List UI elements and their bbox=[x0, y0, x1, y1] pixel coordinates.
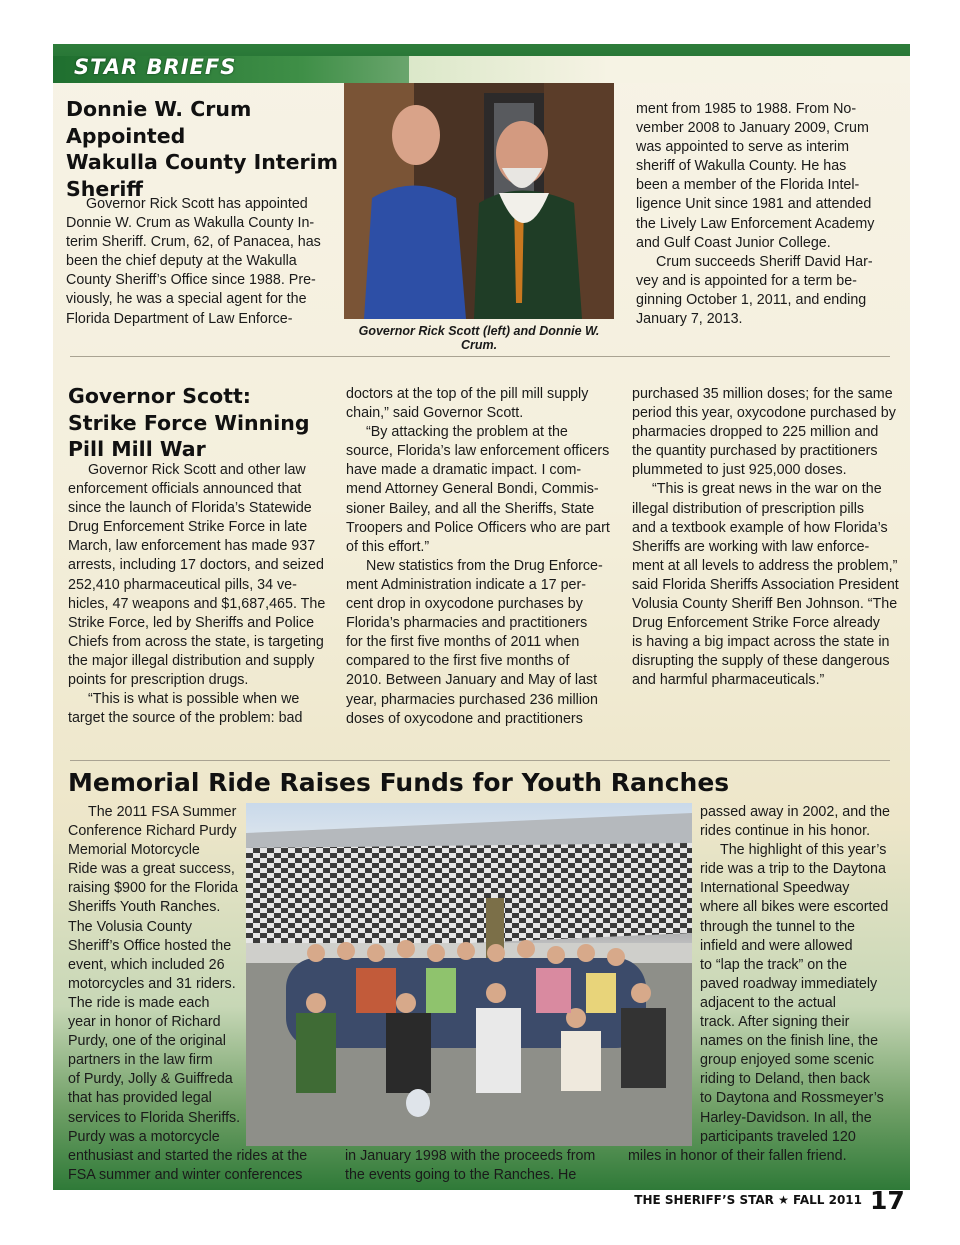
text-line: Troopers and Police Officers who are part bbox=[346, 519, 610, 536]
text-line: enforcement officials announced that bbox=[68, 481, 302, 498]
text-line: have made a dramatic impact. I com- bbox=[346, 462, 582, 479]
text-line: sheriff of Wakulla County. He has bbox=[636, 158, 847, 175]
text-line: cent drop in oxycodone purchases by bbox=[346, 596, 583, 613]
text-line: was appointed to serve as interim bbox=[636, 139, 849, 156]
text-line: Donnie W. Crum as Wakulla County In- bbox=[66, 215, 315, 232]
text-line: services to Florida Sheriffs. bbox=[68, 1109, 241, 1126]
text-line: New statistics from the Drug Enforce- bbox=[366, 557, 603, 574]
text-line: ligence Unit since 1981 and attended bbox=[636, 196, 872, 213]
article3-bottom-column3 bbox=[628, 1147, 898, 1166]
photo-daytona-riders-illustration bbox=[246, 803, 692, 1146]
article3-bottom-column2 bbox=[345, 1147, 625, 1185]
text-line: County Sheriff’s Office since 1988. Pre- bbox=[66, 272, 316, 289]
text-line: FSA summer and winter conferences bbox=[68, 1167, 303, 1184]
text-line: the quantity purchased by practitioners bbox=[632, 443, 878, 460]
article1-title-line: Donnie W. Crum Appointed bbox=[66, 97, 252, 148]
text-line: International Speedway bbox=[700, 880, 850, 897]
text-line: names on the finish line, the bbox=[700, 1033, 879, 1050]
text-line: Harley-Davidson. In all, the bbox=[700, 1109, 872, 1126]
text-line: track. After signing their bbox=[700, 1014, 850, 1031]
text-line: Sheriffs Youth Ranches. bbox=[68, 899, 221, 916]
text-line: said Florida Sheriffs Association President bbox=[632, 576, 899, 593]
text-line: and harmful pharmaceuticals.” bbox=[632, 672, 825, 689]
text-line: vember 2008 to January 2009, Crum bbox=[636, 120, 869, 137]
text-line: The Volusia County bbox=[68, 918, 192, 935]
text-line: The ride is made each bbox=[68, 994, 210, 1011]
text-line: illegal distribution of prescription pills bbox=[632, 500, 865, 517]
text-line: participants traveled 120 bbox=[700, 1128, 856, 1145]
text-line: rides continue in his honor. bbox=[700, 823, 871, 840]
text-line: 2010. Between January and May of last bbox=[346, 672, 598, 689]
text-line: of this effort.” bbox=[346, 538, 430, 555]
text-line: mend Attorney General Bondi, Commis- bbox=[346, 481, 599, 498]
text-line: pharmacies dropped to 225 million and bbox=[632, 424, 879, 441]
text-line: Crum succeeds Sheriff David Har- bbox=[656, 253, 873, 270]
text-line: points for prescription drugs. bbox=[68, 672, 249, 689]
text-line: 252,410 pharmaceutical pills, 34 ve- bbox=[68, 576, 297, 593]
section-divider bbox=[70, 356, 890, 357]
text-line: is having a big impact across the state in bbox=[632, 634, 890, 651]
text-line: for the first five months of 2011 when bbox=[346, 634, 580, 651]
article1-title-line: Wakulla County Interim bbox=[66, 150, 339, 174]
text-line: that has provided legal bbox=[68, 1090, 212, 1107]
article2-column1 bbox=[68, 461, 340, 728]
text-line: and Gulf Coast Junior College. bbox=[636, 234, 831, 251]
article3-column3 bbox=[700, 803, 905, 1147]
article2-column3 bbox=[632, 385, 910, 691]
text-line: to “lap the track” on the bbox=[700, 956, 848, 973]
text-line: ride was a trip to the Daytona bbox=[700, 861, 886, 878]
article3-title: Memorial Ride Raises Funds for Youth Ranches bbox=[68, 768, 730, 797]
text-line: event, which included 26 bbox=[68, 956, 225, 973]
text-line: doses of oxycodone and practitioners bbox=[346, 710, 583, 727]
article2-title-line: Strike Force Winning bbox=[68, 410, 310, 435]
article3-column1 bbox=[68, 803, 246, 1147]
text-line: plummeted to just 925,000 doses. bbox=[632, 462, 847, 479]
text-line: January 7, 2013. bbox=[636, 311, 743, 328]
text-line: been a member of the Florida Intel- bbox=[636, 177, 860, 194]
article3-bottom-column1 bbox=[68, 1147, 343, 1185]
text-line: Chiefs from across the state, is targeting bbox=[68, 633, 324, 650]
text-line: hicles, 47 weapons and $1,687,465. The bbox=[68, 595, 326, 612]
text-line: group enjoyed some scenic bbox=[700, 1052, 875, 1069]
text-line: Florida’s pharmacies and practitioners bbox=[346, 615, 588, 632]
text-line: “By attacking the problem at the bbox=[366, 424, 568, 441]
article1-column3 bbox=[636, 100, 901, 329]
text-line: motorcycles and 31 riders. bbox=[68, 975, 236, 992]
text-line: and a textbook example of how Florida’s bbox=[632, 519, 888, 536]
article2-title-line: Pill Mill War bbox=[68, 437, 206, 461]
text-line: passed away in 2002, and the bbox=[700, 804, 890, 820]
text-line: partners in the law firm bbox=[68, 1052, 213, 1069]
page-number: 17 bbox=[870, 1186, 905, 1215]
text-line: source, Florida’s law enforcement officers bbox=[346, 443, 610, 460]
text-line: Sheriffs are working with law enforce- bbox=[632, 538, 870, 555]
text-line: infield and were allowed bbox=[700, 937, 853, 954]
text-line: ment from 1985 to 1988. From No- bbox=[636, 101, 857, 117]
text-line: ment Administration indicate a 17 per- bbox=[346, 576, 586, 593]
photo-scott-and-crum bbox=[344, 83, 614, 319]
section-label: STAR BRIEFS bbox=[74, 55, 237, 79]
text-line: Florida Department of Law Enforce- bbox=[66, 310, 293, 327]
text-line: chain,” said Governor Scott. bbox=[346, 405, 524, 422]
text-line: paved roadway immediately bbox=[700, 975, 878, 992]
text-line: been the chief deputy at the Wakulla bbox=[66, 253, 297, 270]
text-line: Purdy was a motorcycle bbox=[68, 1128, 220, 1145]
text-line: the events going to the Ranches. He bbox=[345, 1167, 577, 1184]
text-line: of Purdy, Jolly & Guiffreda bbox=[68, 1071, 233, 1088]
text-line: enthusiast and started the rides at the bbox=[68, 1148, 308, 1164]
text-line: in January 1998 with the proceeds from bbox=[345, 1148, 596, 1164]
text-line: since the launch of Florida’s Statewide bbox=[68, 500, 312, 517]
article2-title-line: Governor Scott: bbox=[68, 384, 252, 408]
text-line: “This is what is possible when we bbox=[88, 691, 300, 708]
text-line: period this year, oxycodone purchased by bbox=[632, 405, 896, 422]
text-line: March, law enforcement has made 937 bbox=[68, 538, 316, 555]
text-line: doctors at the top of the pill mill supply bbox=[346, 386, 589, 402]
text-line: through the tunnel to the bbox=[700, 918, 856, 935]
text-line: ginning October 1, 2011, and ending bbox=[636, 291, 867, 308]
text-line: Drug Enforcement Strike Force in late bbox=[68, 519, 308, 536]
text-line: vey and is appointed for a term be- bbox=[636, 272, 857, 289]
text-line: sioner Bailey, and all the Sheriffs, State bbox=[346, 500, 595, 517]
text-line: The 2011 FSA Summer bbox=[88, 804, 237, 820]
text-line: where all bikes were escorted bbox=[700, 899, 889, 916]
text-line: Governor Rick Scott has appointed bbox=[86, 196, 308, 212]
text-line: disrupting the supply of these dangerous bbox=[632, 653, 890, 670]
text-line: Ride was a great success, bbox=[68, 861, 235, 878]
text-line: the Lively Law Enforcement Academy bbox=[636, 215, 875, 232]
text-line: raising $900 for the Florida bbox=[68, 880, 239, 897]
publication-footer: THE SHERIFF’S STAR ★ FALL 2011 bbox=[634, 1193, 862, 1207]
text-line: Drug Enforcement Strike Force already bbox=[632, 615, 880, 632]
text-line: Purdy, one of the original bbox=[68, 1033, 226, 1050]
text-line: “This is great news in the war on the bbox=[652, 481, 882, 498]
text-line: target the source of the problem: bad bbox=[68, 710, 303, 727]
text-line: The highlight of this year’s bbox=[720, 842, 887, 859]
text-line: ment at all levels to address the problem,” bbox=[632, 557, 898, 574]
text-line: viously, he was a special agent for the bbox=[66, 291, 307, 308]
text-line: Sheriff’s Office hosted the bbox=[68, 937, 232, 954]
header-fade bbox=[409, 56, 910, 83]
article2-column2 bbox=[346, 385, 621, 729]
text-line: compared to the first five months of bbox=[346, 653, 570, 670]
text-line: riding to Deland, then back bbox=[700, 1071, 871, 1088]
text-line: adjacent to the actual bbox=[700, 994, 836, 1011]
article1-title bbox=[66, 96, 341, 202]
text-line: miles in honor of their fallen friend. bbox=[628, 1148, 847, 1164]
text-line: Governor Rick Scott and other law bbox=[88, 462, 306, 478]
text-line: terim Sheriff. Crum, 62, of Panacea, has bbox=[66, 234, 321, 251]
article2-title bbox=[68, 383, 340, 463]
text-line: year in honor of Richard bbox=[68, 1014, 221, 1031]
text-line: year, pharmacies purchased 236 million bbox=[346, 691, 598, 708]
text-line: the major illegal distribution and supply bbox=[68, 652, 315, 669]
photo-daytona-riders bbox=[246, 803, 692, 1146]
text-line: arrests, including 17 doctors, and seized bbox=[68, 557, 324, 574]
section-divider bbox=[70, 760, 890, 761]
article1-title-line: Sheriff bbox=[66, 176, 144, 201]
text-line: purchased 35 million doses; for the same bbox=[632, 386, 893, 402]
text-line: Memorial Motorcycle bbox=[68, 842, 200, 859]
photo-scott-and-crum-illustration bbox=[344, 83, 614, 319]
text-line: Conference Richard Purdy bbox=[68, 823, 237, 840]
text-line: Strike Force, led by Sheriffs and Police bbox=[68, 614, 315, 631]
text-line: to Daytona and Rossmeyer’s bbox=[700, 1090, 884, 1107]
article1-column1 bbox=[66, 195, 338, 329]
text-line: Volusia County Sheriff Ben Johnson. “The bbox=[632, 596, 898, 613]
photo-caption: Governor Rick Scott (left) and Donnie W. Crum. bbox=[358, 324, 600, 352]
